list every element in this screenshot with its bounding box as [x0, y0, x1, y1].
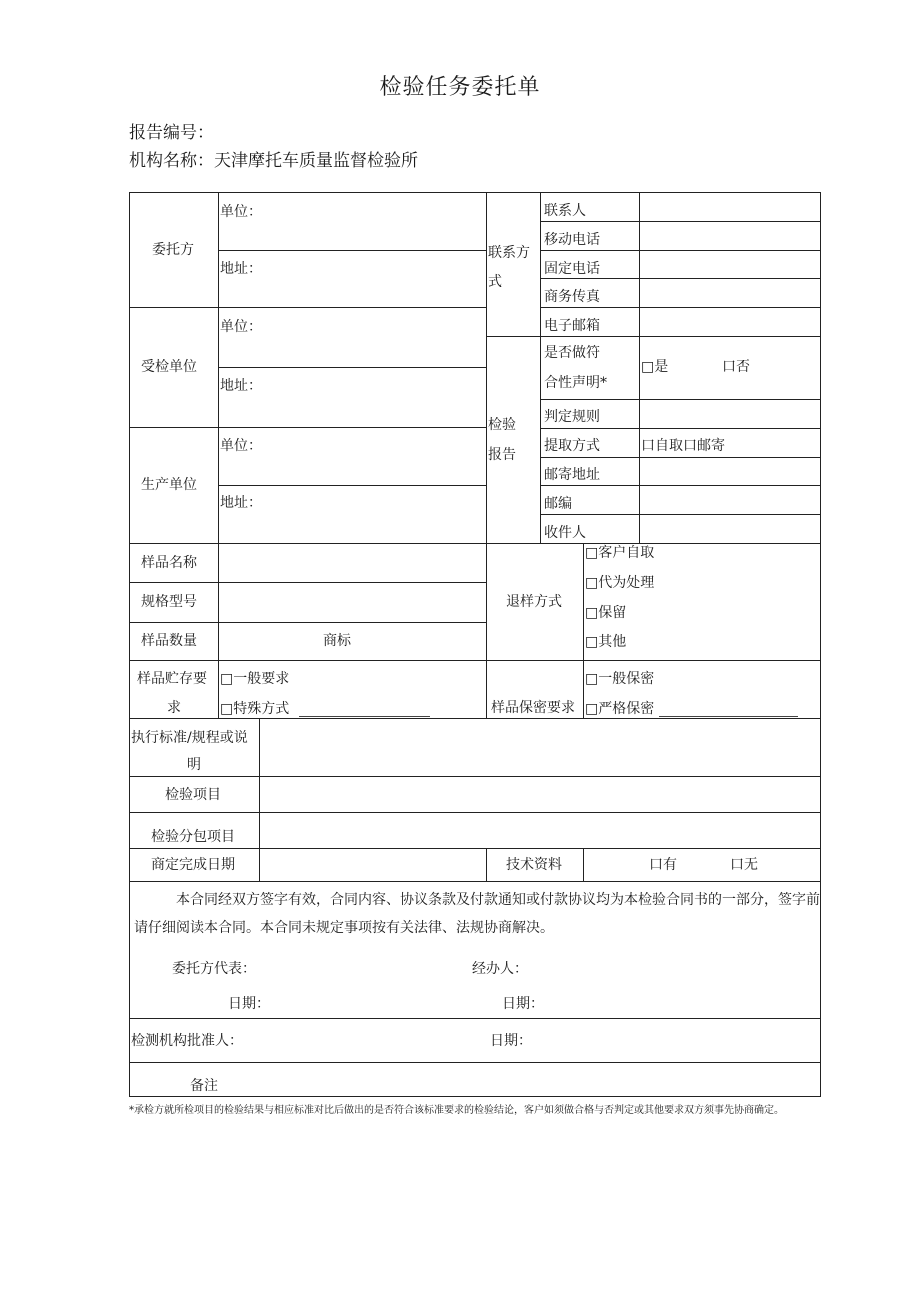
inspected-address-label: 地址：: [220, 378, 262, 394]
inspection-items-label: 检验项目: [165, 787, 221, 803]
client-representative-label: 委托方代表：: [172, 961, 256, 977]
conformity-label-line2: 合性声明*: [544, 375, 607, 391]
email-label: 电子邮箱: [544, 318, 600, 334]
producer-address-label: 地址：: [220, 495, 262, 511]
report-label-line1: 检验: [488, 417, 516, 433]
standard-label-line2: 明: [187, 757, 201, 773]
conformity-yes-checkbox[interactable]: □是: [641, 359, 669, 375]
report-number-label: 报告编号：: [129, 123, 214, 143]
storage-label-line1: 样品贮存要: [137, 671, 207, 687]
storage-label-line2: 求: [167, 700, 181, 716]
return-option-other[interactable]: □其他: [585, 634, 627, 650]
org-name-label: 机构名称：: [129, 151, 214, 171]
technical-data-have-checkbox[interactable]: 口有: [649, 857, 677, 873]
sample-name-label: 样品名称: [141, 555, 197, 571]
handler-label: 经办人：: [472, 961, 528, 977]
return-method-label: 退样方式: [506, 594, 562, 610]
standard-label-line1: 执行标准/规程或说: [131, 730, 248, 746]
client-date-label: 日期：: [228, 996, 270, 1012]
mobile-phone-label: 移动电话: [544, 232, 600, 248]
storage-special-underline[interactable]: [299, 716, 430, 717]
recipient-label: 收件人: [544, 525, 586, 541]
approval-date-label: 日期：: [490, 1033, 532, 1049]
page-title: 检验任务委托单: [379, 75, 541, 100]
secrecy-option-strict[interactable]: □严格保密: [585, 701, 655, 717]
pickup-method-label: 提取方式: [544, 438, 600, 454]
inspected-unit-label: 受检单位: [141, 359, 197, 375]
contact-label-line1: 联系方: [488, 245, 530, 261]
mail-address-label: 邮寄地址: [544, 467, 600, 483]
client-unit-label: 单位：: [220, 204, 262, 220]
return-option-self-pickup[interactable]: □客户自取: [585, 545, 655, 561]
pickup-options[interactable]: 口自取口邮寄: [641, 438, 725, 454]
decision-rule-label: 判定规则: [544, 409, 600, 425]
footnote: *承检方就所检项目的检验结果与相应标准对比后做出的是否符合该标准要求的检验结论，客户如须做合格与否判定或其他要求双方须事先协商确定。: [129, 1105, 784, 1116]
sample-quantity-label: 样品数量: [141, 633, 197, 649]
technical-data-none-checkbox[interactable]: 口无: [730, 857, 758, 873]
secrecy-strict-underline[interactable]: [659, 716, 798, 717]
conformity-no-checkbox[interactable]: 口否: [722, 359, 750, 375]
fax-label: 商务传真: [544, 289, 600, 305]
agreement-text: 本合同经双方签字有效，合同内容、协议条款及付款通知或付款协议均为本检验合同书的一部分，签字前请仔细阅读本合同。本合同未规定事项按有关法律、法规协商解决。: [134, 892, 820, 936]
contact-label-line2: 式: [488, 274, 502, 290]
handler-date-label: 日期：: [502, 996, 544, 1012]
landline-label: 固定电话: [544, 261, 600, 277]
contact-person-label: 联系人: [544, 203, 586, 219]
inspected-unit-field-label: 单位：: [220, 319, 262, 335]
subcontract-items-label: 检验分包项目: [151, 829, 235, 845]
producer-unit-label: 单位：: [220, 438, 262, 454]
storage-option-general[interactable]: □一般要求: [220, 671, 290, 687]
brand-label: 商标: [323, 633, 351, 649]
storage-option-special[interactable]: □特殊方式: [220, 701, 290, 717]
return-option-keep[interactable]: □保留: [585, 605, 627, 621]
conformity-label-line1: 是否做符: [544, 345, 600, 361]
remarks-label: 备注: [190, 1078, 218, 1094]
approver-label: 检测机构批准人：: [131, 1033, 243, 1049]
client-address-label: 地址：: [220, 261, 262, 277]
client-label: 委托方: [152, 242, 194, 258]
technical-data-label: 技术资料: [506, 857, 562, 873]
report-label-line2: 报告: [488, 447, 516, 463]
return-option-dispose[interactable]: □代为处理: [585, 575, 655, 591]
sample-model-label: 规格型号: [141, 594, 197, 610]
organization-name: [129, 146, 418, 171]
producer-label: 生产单位: [141, 477, 197, 493]
completion-date-label: 商定完成日期: [151, 857, 235, 873]
org-name-value: 天津摩托车质量监督检验所: [214, 151, 418, 171]
postcode-label: 邮编: [544, 496, 572, 512]
secrecy-label: 样品保密要求: [491, 700, 575, 716]
secrecy-option-general[interactable]: □一般保密: [585, 671, 655, 687]
